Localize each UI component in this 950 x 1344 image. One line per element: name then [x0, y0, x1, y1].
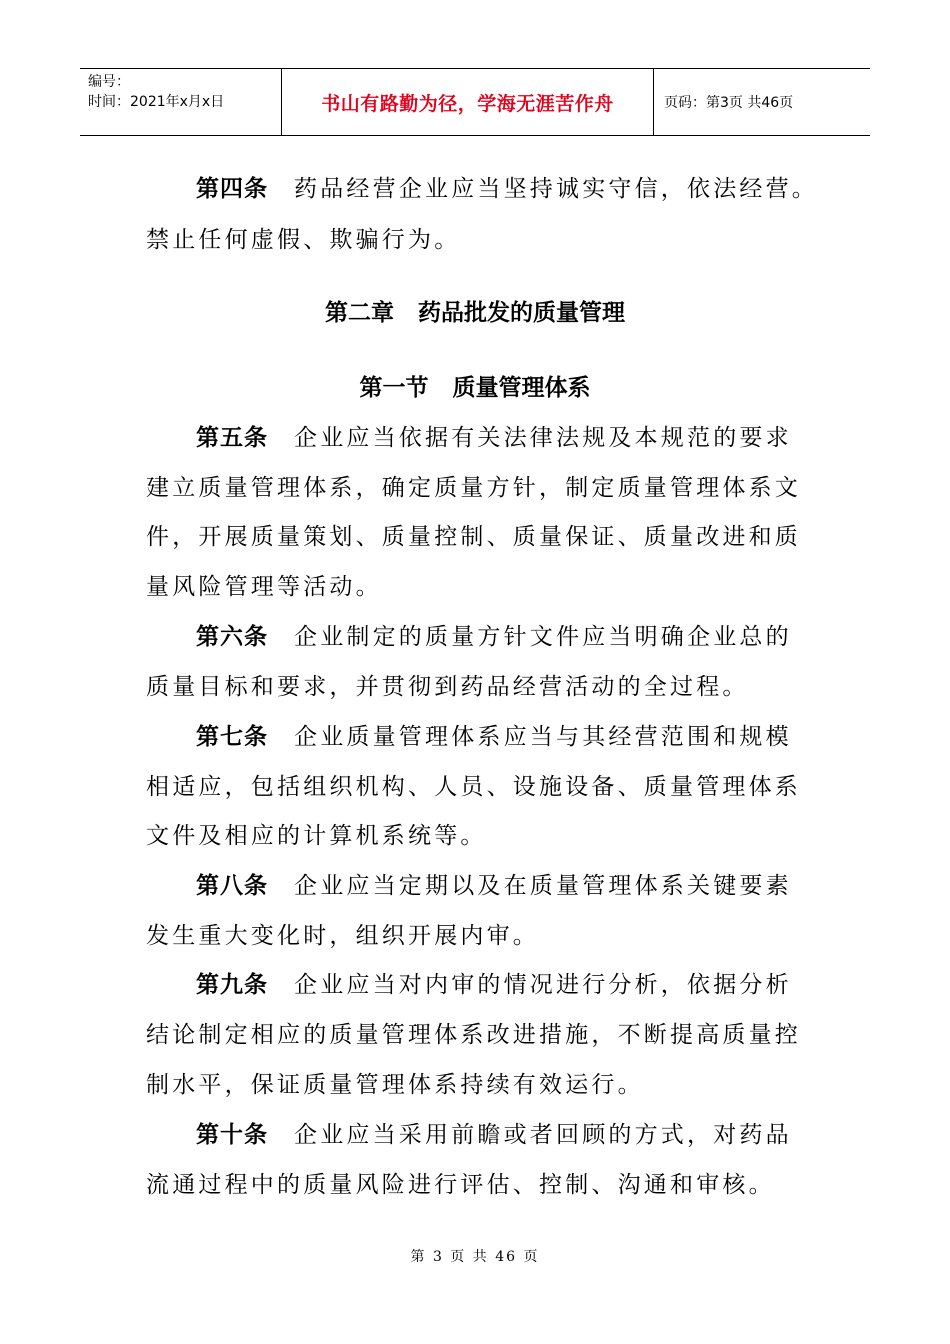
section-heading: [0, 369, 950, 402]
article-9-line-3: 制水平，保证质量管理体系持续有效运行。: [146, 1072, 644, 1098]
article-10-line-1: [196, 1116, 792, 1149]
article-5-line-1: [196, 419, 792, 452]
article-4-line-1: [196, 170, 818, 203]
article-9-line-2: 结论制定相应的质量管理体系改进措施，不断提高质量控: [146, 1022, 801, 1048]
header-right-cell: [654, 69, 870, 135]
article-5-text-1: 企业应当依据有关法律法规及本规范的要求: [294, 425, 792, 451]
chapter-title: 药品批发的质量管理: [418, 300, 625, 326]
article-5-label: 第五条: [196, 425, 268, 451]
chapter-heading: [0, 294, 950, 327]
article-10-label: 第十条: [196, 1122, 268, 1148]
article-9-text-1: 企业应当对内审的情况进行分析，依据分析: [294, 972, 792, 998]
document-number-label: 编号：: [88, 74, 130, 90]
document-time-label: 时间：2021年x月x日: [88, 94, 225, 110]
article-6-line-1: [196, 618, 792, 651]
article-9-line-1: [196, 966, 792, 999]
article-6-line-2: 质量目标和要求，并贯彻到药品经营活动的全过程。: [146, 674, 749, 700]
article-10-text-1: 企业应当采用前瞻或者回顾的方式，对药品: [294, 1122, 792, 1148]
article-7-line-2: 相适应，包括组织机构、人员、设施设备、质量管理体系: [146, 774, 801, 800]
chapter-number: 第二章: [325, 300, 394, 326]
article-10-line-2: 流通过程中的质量风险进行评估、控制、沟通和审核。: [146, 1172, 775, 1198]
article-7-line-3: 文件及相应的计算机系统等。: [146, 823, 487, 849]
header-motto: 书山有路勤为径，学海无涯苦作舟: [321, 92, 614, 115]
article-4-text-1: 药品经营企业应当坚持诚实守信，依法经营。: [294, 176, 818, 202]
article-8-text-1: 企业应当定期以及在质量管理体系关键要素: [294, 873, 792, 899]
article-6-text-1: 企业制定的质量方针文件应当明确企业总的: [294, 624, 792, 650]
header-left-cell: [80, 69, 282, 135]
header-middle-cell: [282, 69, 654, 135]
article-4-line-2: 禁止任何虚假、欺骗行为。: [146, 227, 461, 253]
article-8-line-1: [196, 867, 792, 900]
article-8-line-2: 发生重大变化时，组织开展内审。: [146, 923, 539, 949]
article-5-line-4: 量风险管理等活动。: [146, 574, 382, 600]
article-7-label: 第七条: [196, 724, 268, 750]
page-header: [80, 68, 870, 136]
article-5-line-2: 建立质量管理体系，确定质量方针，制定质量管理体系文: [146, 475, 801, 501]
page-footer: 第 3 页 共 46 页: [410, 1249, 540, 1265]
article-9-label: 第九条: [196, 972, 268, 998]
article-6-label: 第六条: [196, 624, 268, 650]
header-page-info: 页码：第3页 共46页: [664, 95, 794, 111]
article-7-text-1: 企业质量管理体系应当与其经营范围和规模: [294, 724, 792, 750]
article-7-line-1: [196, 718, 792, 751]
section-title: 质量管理体系: [452, 375, 591, 401]
section-number: 第一节: [359, 375, 429, 401]
article-8-label: 第八条: [196, 873, 268, 899]
article-4-label: 第四条: [196, 176, 268, 202]
article-5-line-3: 件，开展质量策划、质量控制、质量保证、质量改进和质: [146, 524, 801, 550]
